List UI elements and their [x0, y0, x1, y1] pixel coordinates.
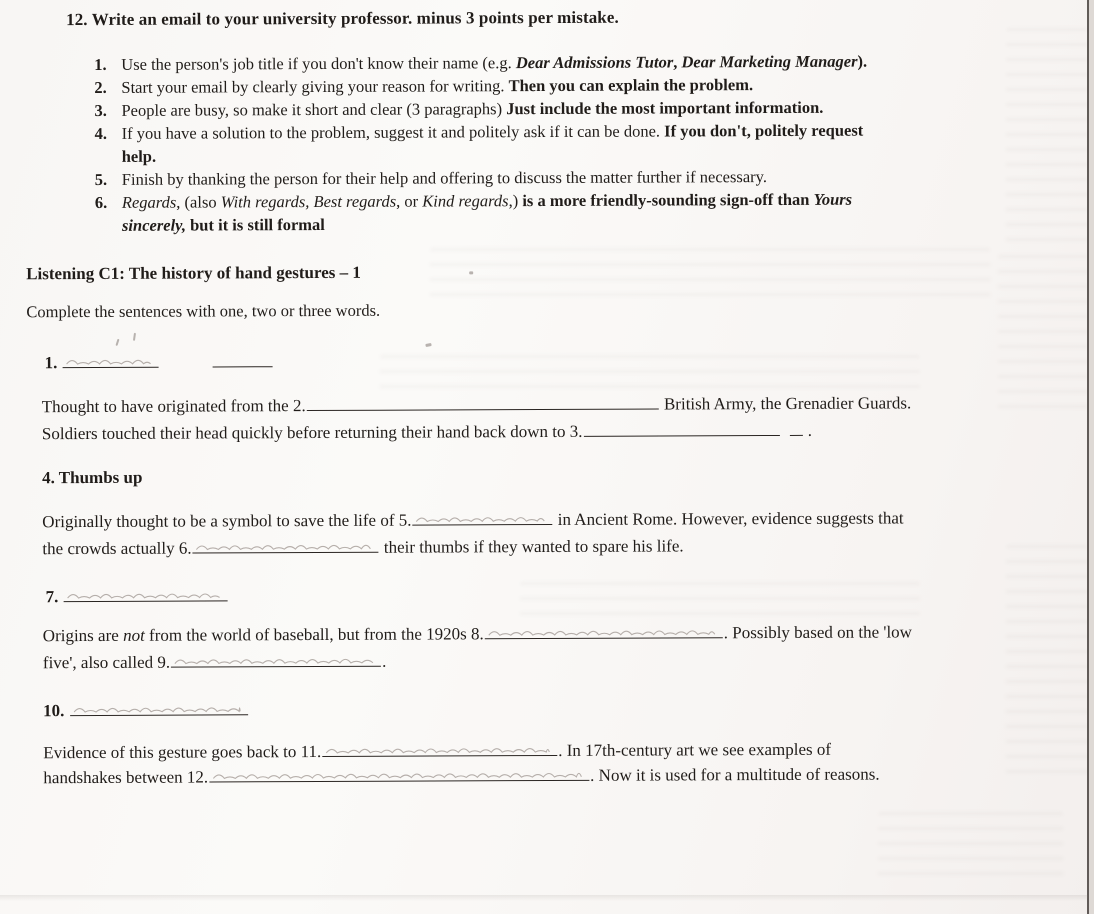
fill-blank [193, 536, 379, 554]
exercise-line-1 [45, 350, 274, 375]
fill-blank [209, 764, 589, 783]
exercise-line-9 [43, 650, 387, 675]
text-run: but it is still formal [185, 214, 325, 235]
worksheet-title-label: Write an email to your university professor. minus 3 points per mistake. [91, 7, 619, 29]
bleed-through-text [380, 355, 920, 391]
handwriting-scribble [63, 350, 159, 370]
tip-number: 6. [94, 192, 108, 212]
text-run: Thought to have originated from the 2. [41, 396, 306, 417]
spacer [160, 366, 212, 367]
worksheet-title-number: 12. [66, 10, 88, 30]
scan-bottom-shadow [0, 895, 1088, 901]
text-run: help. [121, 146, 157, 166]
handwriting-scribble [209, 763, 589, 785]
text-run: in Ancient Rome. However, evidence suggests that [553, 508, 904, 529]
text-run: . In 17th-century art we see examples of [558, 739, 832, 760]
text-run: , [673, 52, 682, 72]
handwriting-scribble [64, 583, 228, 604]
text-run: With regards, Best regards [220, 191, 397, 212]
exercise-line-3 [42, 419, 812, 446]
text-run: Dear Marketing Manager [681, 51, 858, 72]
text-run: the crowds actually 6. [42, 538, 192, 559]
text-run: Soldiers touched their head quickly before returning their hand back down to 3. [41, 421, 583, 444]
text-run: , (also [176, 192, 221, 212]
text-run: If you have a solution to the problem, suggest it and politely ask if it can be done. [121, 121, 665, 143]
handwriting-scribble [412, 507, 552, 528]
exercise-line-2 [42, 391, 912, 419]
tip-number: 1. [94, 54, 107, 74]
text-run: British Army, the Grenadier Guards. [659, 393, 912, 414]
text-run: If you don't, politely request [664, 120, 864, 141]
bleed-through-text [1006, 28, 1088, 243]
stray-mark [133, 333, 136, 341]
text-run: Evidence of this gesture goes back to 11. [43, 741, 322, 763]
tip-number: 2. [94, 77, 107, 97]
text-run: . Possibly based on the 'low [723, 622, 912, 643]
text-run: Regards [121, 192, 177, 212]
text-run: Dear Admissions Tutor [515, 52, 674, 73]
text-run: 10. [43, 701, 69, 721]
stray-mark [425, 343, 431, 347]
text-run: Just include the most important information. [506, 97, 824, 119]
text-run: . [382, 651, 387, 671]
handwriting-scribble [485, 620, 723, 641]
fill-blank [307, 393, 659, 412]
stray-mark [115, 339, 119, 346]
text-run: five', also called 9. [42, 652, 171, 673]
bleed-through-text [878, 812, 1063, 882]
text-run: Finish by thanking the person for their help and offering to discuss the matter further if necessary. [121, 167, 767, 189]
text-run: from the world of baseball, but from the 1920s 8. [144, 624, 484, 645]
exercise-line-7 [46, 584, 229, 609]
handwriting-scribble [193, 535, 379, 556]
text-run: . Now it is used for a multitude of reasons. [590, 764, 880, 785]
text-run: handshakes between 12. [43, 767, 209, 788]
tip-item-6 [95, 187, 1015, 237]
handwriting-scribble [322, 738, 557, 759]
text-run: . [803, 420, 812, 440]
text-run: their thumbs if they wanted to spare his life. [379, 536, 684, 557]
fill-blank [213, 350, 273, 367]
fill-blank [322, 739, 557, 757]
text-run: sincerely, [121, 215, 187, 235]
text-run: People are busy, so make it short and clear (3 paragraphs) [121, 99, 507, 120]
text-run: Originally thought to be a symbol to save the life of 5. [42, 510, 412, 532]
text-run: ). [857, 51, 868, 71]
email-tips-list [94, 49, 1015, 237]
text-run: not [122, 625, 145, 645]
fill-blank [70, 698, 248, 716]
exercise-subheading-thumbs-up: 4. Thumbs up [42, 467, 143, 488]
fill-blank [485, 621, 723, 639]
text-run: Yours [813, 189, 853, 209]
fill-blank [63, 351, 159, 368]
text-run: , or [396, 191, 423, 211]
page-edge-outside [1089, 0, 1094, 914]
tip-text [122, 187, 1015, 237]
bleed-through-text [520, 582, 920, 622]
tip-number: 4. [94, 123, 108, 143]
fill-blank [789, 419, 802, 436]
bleed-through-text [998, 255, 1088, 420]
exercise-line-11 [43, 738, 831, 765]
text-run: 7. [45, 587, 63, 607]
exercise-line-8 [43, 620, 912, 648]
handwriting-scribble [171, 649, 381, 670]
spacer [780, 435, 788, 436]
listening-heading: Listening C1: The history of hand gestures – 1 [26, 262, 361, 284]
tip-item-4 [95, 118, 1015, 168]
bleed-through-text [430, 248, 990, 306]
handwriting-scribble [70, 697, 248, 718]
text-run: Kind regards [422, 191, 509, 211]
text-run: Use the person's job title if you don't know their name (e.g. [121, 53, 516, 74]
fill-blank [64, 584, 228, 602]
text-run: 1. [44, 353, 62, 373]
exercise-line-12 [43, 763, 879, 791]
worksheet-title [66, 8, 619, 30]
tip-text [122, 118, 1015, 168]
listening-instructions: Complete the sentences with one, two or three words. [26, 300, 381, 322]
text-run: Then you can explain the problem. [508, 75, 754, 96]
text-run: Origins are [42, 625, 124, 646]
tip-number: 5. [94, 169, 108, 189]
bleed-through-text [1006, 545, 1088, 775]
exercise-line-10 [43, 698, 249, 723]
text-run: ,) [508, 191, 523, 211]
exercise-line-5 [42, 506, 903, 534]
text-run: Start your email by clearly giving your reason for writing. [121, 76, 509, 97]
fill-blank [583, 419, 779, 437]
tip-number: 3. [94, 100, 107, 120]
fill-blank [171, 650, 381, 668]
exercise-line-6 [42, 534, 683, 561]
text-run: is a more friendly-sounding sign-off than [522, 189, 814, 211]
fill-blank [412, 508, 552, 526]
